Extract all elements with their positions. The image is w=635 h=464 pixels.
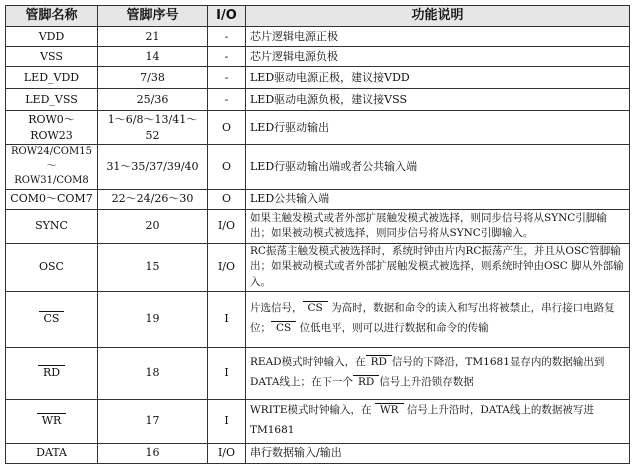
pin-name: VDD: [6, 27, 98, 47]
pin-name: DATA: [6, 443, 98, 463]
pin-io: O: [208, 145, 246, 190]
table-row: [6, 145, 630, 190]
pin-description: 串行数据输入/输出: [246, 443, 630, 463]
header-io: I/O: [208, 6, 246, 27]
header-function: 功能说明: [246, 6, 630, 27]
desc-text: 信号上升沿时，DATA线上的数据被写进TM1681: [250, 404, 594, 436]
pin-description: 芯片逻辑电源负极: [246, 47, 630, 67]
overline-signal: WR: [375, 403, 404, 417]
pin-io: I/O: [208, 443, 246, 463]
header-pin-number: 管脚序号: [98, 6, 208, 27]
table-row: [6, 209, 630, 243]
desc-text: 位低电平，则可以进行数据和命令的传输: [296, 322, 489, 334]
pin-io: O: [208, 111, 246, 145]
pin-io: I/O: [208, 209, 246, 243]
pin-io: I: [208, 347, 246, 399]
pin-number: 1～6/8～13/41～52: [98, 111, 208, 145]
overline-signal: RD: [366, 355, 392, 369]
pin-io: I: [208, 291, 246, 347]
overline-signal: RD: [353, 375, 379, 389]
pin-description: 芯片逻辑电源正极: [246, 27, 630, 47]
pin-name: OSC: [6, 243, 98, 291]
table-row: [6, 89, 630, 111]
pin-description: LED驱动电源正极，建议接VDD: [246, 67, 630, 89]
pin-io: -: [208, 47, 246, 67]
pin-name-overline: WR: [37, 413, 67, 427]
pin-name: LED_VDD: [6, 67, 98, 89]
pin-number: 22～24/26～30: [98, 189, 208, 209]
pin-name: COM0～COM7: [6, 189, 98, 209]
pin-description: RC振荡主触发模式被选择时，系统时钟由片内RC振荡产生，并且从OSC管脚输出；如果被动模式或者外部扩展触发模式被选择，则系统时钟由OSC 脚从外部输入。: [246, 243, 630, 291]
pin-name: ROW24/COM15～ROW31/COM8: [6, 145, 98, 190]
table-row: [6, 47, 630, 67]
table-row: [6, 67, 630, 89]
pin-name-overline: RD: [38, 365, 65, 379]
table-row: [6, 443, 630, 463]
desc-text: 片选信号，: [250, 302, 303, 315]
pin-number: 14: [98, 47, 208, 67]
pin-description: LED行驱动输出端或者公共输入端: [246, 145, 630, 190]
overline-signal: CS: [303, 301, 328, 315]
pin-description: LED行驱动输出: [246, 111, 630, 145]
pin-io: I: [208, 399, 246, 443]
pin-number: 20: [98, 209, 208, 243]
desc-text: 信号上升沿锁存数据: [379, 376, 474, 388]
table-row: [6, 399, 630, 443]
desc-text: 为高时，数据和命令的读入和写出将被禁止，串行接口电路复位；: [250, 302, 615, 334]
table-row: [6, 347, 630, 399]
pin-io: -: [208, 27, 246, 47]
table-row: [6, 291, 630, 347]
pin-number: 7/38: [98, 67, 208, 89]
overline-signal: CS: [271, 321, 296, 335]
pin-number: 18: [98, 347, 208, 399]
pin-name: ROW0～ROW23: [6, 111, 98, 145]
pin-description: LED驱动电源负极，建议接VSS: [246, 89, 630, 111]
pin-io: -: [208, 67, 246, 89]
pin-number: 17: [98, 399, 208, 443]
table-row: [6, 111, 630, 145]
table-row: [6, 189, 630, 209]
pin-name: LED_VSS: [6, 89, 98, 111]
table-header-row: [6, 6, 630, 27]
pin-number: 25/36: [98, 89, 208, 111]
pin-description: LED公共输入端: [246, 189, 630, 209]
header-pin-name: 管脚名称: [6, 6, 98, 27]
pin-number: 16: [98, 443, 208, 463]
pin-io: I/O: [208, 243, 246, 291]
pin-number: 19: [98, 291, 208, 347]
pin-description: [246, 399, 630, 443]
table-row: [6, 27, 630, 47]
pin-function-table: [5, 5, 630, 464]
pin-io: O: [208, 189, 246, 209]
desc-text: WRITE模式时钟输入，在: [250, 404, 375, 417]
pin-description: [246, 347, 630, 399]
pin-io: -: [208, 89, 246, 111]
desc-text: 信号的下降沿，TM1681显存内的数据输出到DATA线上；在下一个: [250, 356, 605, 388]
pin-number: 31～35/37/39/40: [98, 145, 208, 190]
table-row: [6, 243, 630, 291]
desc-text: READ模式时钟输入，在: [250, 356, 366, 369]
pin-name: [6, 291, 98, 347]
pin-number: 21: [98, 27, 208, 47]
pin-name-overline: CS: [39, 311, 65, 325]
pin-name: SYNC: [6, 209, 98, 243]
pin-number: 15: [98, 243, 208, 291]
pin-name: [6, 399, 98, 443]
pin-name: [6, 347, 98, 399]
pin-name: VSS: [6, 47, 98, 67]
pin-table-container: [5, 5, 630, 464]
pin-description: [246, 291, 630, 347]
pin-description: 如果主触发模式或者外部扩展触发模式被选择，则同步信号将从SYNC引脚输出；如果被动模式被选择，则同步信号将从SYNC引脚输入。: [246, 209, 630, 243]
